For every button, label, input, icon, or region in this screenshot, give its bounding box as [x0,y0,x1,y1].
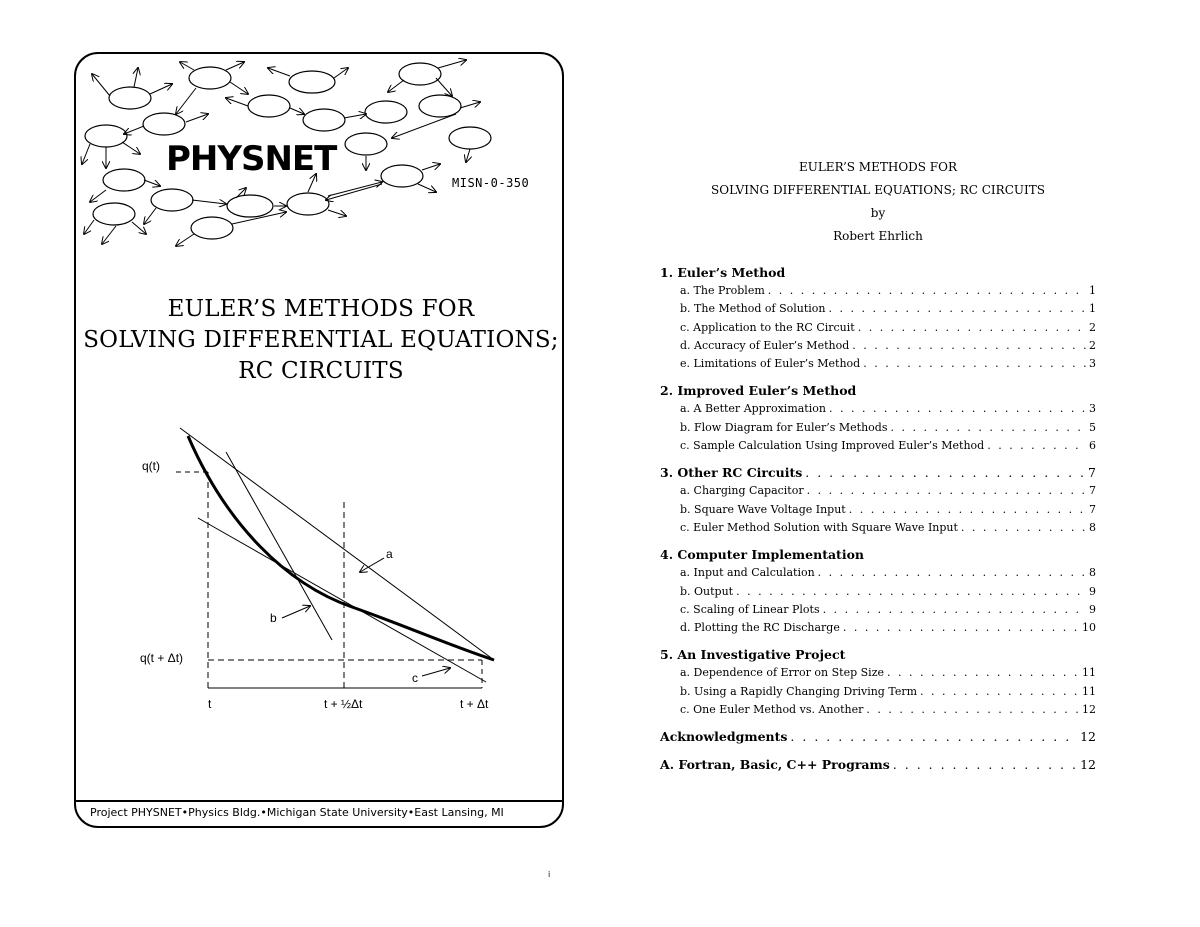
figure-label-a: a [386,547,393,561]
toc-entry[interactable] [660,564,1096,582]
toc-entry-label: e. Limitations of Euler’s Method [680,357,861,371]
toc-section-title[interactable]: 2. Improved Euler’s Method [660,383,857,399]
toc-section [660,546,1096,637]
toc-entry[interactable] [660,400,1096,418]
toc-entry-label: c. One Euler Method vs. Another [680,703,864,717]
toc-section-title[interactable]: 5. An Investigative Project [660,647,846,663]
toc-entry-page: 2 [1089,338,1096,352]
toc-section-title[interactable] [660,464,1096,482]
toc-entry[interactable] [660,355,1096,373]
toc-entry[interactable] [660,583,1096,601]
figure-label-c: c [412,671,418,685]
toc-entry[interactable] [660,319,1096,337]
toc-entry-label: a. A Better Approximation [680,402,826,416]
byline: by [870,206,886,220]
toc-entry[interactable] [660,482,1096,500]
toc-entry[interactable] [660,601,1096,619]
toc-entry-label: A. Fortran, Basic, C++ Programs [660,757,890,773]
toc-entry-page: 1 [1089,284,1096,297]
toc-entry-label: c. Application to the RC Circuit [680,320,855,334]
toc-entry-label: c. Euler Method Solution with Square Wave Input [680,520,958,534]
toc-entry-page: 10 [1082,621,1096,635]
figure-label-q-t-dt: q(t + Δt) [140,651,184,665]
toc-section [660,382,1096,455]
toc-section-page: 7 [1088,465,1096,481]
toc-entry-page: 7 [1089,502,1096,516]
toc-entry-page: 1 [1089,302,1096,316]
toc-entry-label: a. Charging Capacitor [680,484,804,498]
toc-entry[interactable] [660,683,1096,701]
cover-page [74,52,564,828]
toc-entry-page: 7 [1089,484,1096,498]
figure-label-x-mid: t + ½Δt [324,697,363,711]
toc-section-title[interactable]: 1. Euler’s Method [660,265,786,280]
footer-divider [76,800,562,802]
toc-entry-page: 9 [1089,584,1096,598]
toc-entry[interactable] [660,437,1096,455]
toc-section [660,264,1096,373]
toc-entry[interactable] [660,501,1096,519]
cover-footer: Project PHYSNET•Physics Bldg.•Michigan State University•East Lansing, MI [90,806,504,819]
toc-acknowledgments[interactable] [660,728,1096,746]
toc-entry[interactable] [660,619,1096,637]
toc-entry-label: a. The Problem [680,284,765,297]
toc-entry-label: b. Using a Rapidly Changing Driving Term [680,684,918,698]
toc-entry[interactable] [660,419,1096,437]
toc-entry-page: 3 [1089,357,1096,371]
module-id: MISN-0-350 [452,176,530,190]
toc-entry-page: 11 [1082,684,1096,698]
toc-entry-page: 11 [1082,666,1096,680]
toc-entry-label: a. Dependence of Error on Step Size [680,666,884,680]
toc-entry-label: c. Sample Calculation Using Improved Euler’s Method [680,439,985,453]
toc-entry-page: 12 [1082,703,1096,717]
cover-title [76,294,566,387]
toc-entry-label: b. Output [680,584,734,598]
toc-entry-page: 3 [1089,402,1096,416]
toc-entry[interactable] [660,519,1096,537]
doc-title-line: EULER’S METHODS FOR [798,160,958,174]
toc-appendix[interactable] [660,756,1096,774]
toc-section-title[interactable]: 4. Computer Implementation [660,547,865,563]
toc-entry-page: 2 [1089,320,1096,334]
toc-entry-label: a. Input and Calculation [680,566,815,580]
toc-entry-label: d. Accuracy of Euler’s Method [680,338,850,352]
toc-entry[interactable] [660,701,1096,719]
toc-entry-label: Acknowledgments [660,729,788,745]
page-number: i [548,870,551,879]
author: Robert Ehrlich [833,229,923,243]
toc-entry[interactable] [660,300,1096,318]
toc-entry-label: b. Flow Diagram for Euler’s Methods [680,420,888,434]
doc-title-line: SOLVING DIFFERENTIAL EQUATIONS; RC CIRCUITS [711,183,1045,197]
toc-entry[interactable] [660,282,1096,300]
physnet-logo: PHYSNET [166,139,337,179]
toc-entry-page: 12 [1080,729,1096,745]
toc-entry[interactable] [660,664,1096,682]
table-of-contents [660,264,1096,784]
toc-section [660,464,1096,537]
cover-title-line: EULER’S METHODS FOR [167,296,475,322]
cover-title-line: RC CIRCUITS [238,358,404,384]
toc-entry-page: 8 [1089,520,1096,534]
toc-entry-label: d. Plotting the RC Discharge [680,621,840,635]
toc-entry-label: c. Scaling of Linear Plots [680,602,820,616]
toc-entry-page: 8 [1089,566,1096,580]
figure-label-q-t: q(t) [142,459,160,473]
toc-entry-page: 12 [1080,757,1096,773]
cover-title-line: SOLVING DIFFERENTIAL EQUATIONS; [83,327,559,353]
toc-entry-page: 5 [1089,420,1096,434]
figure-label-b: b [270,611,277,625]
figure-label-x-t: t [208,697,212,711]
toc-section-title-label: 3. Other RC Circuits [660,465,803,481]
toc-entry-page: 9 [1089,602,1096,616]
figure-label-x-t-dt: t + Δt [460,697,489,711]
toc-section [660,646,1096,719]
toc-entry[interactable] [660,337,1096,355]
toc-entry-page: 6 [1089,439,1096,453]
toc-entry-label: b. Square Wave Voltage Input [680,502,846,516]
toc-entry-label: b. The Method of Solution [680,302,826,316]
toc-header [660,156,1096,248]
